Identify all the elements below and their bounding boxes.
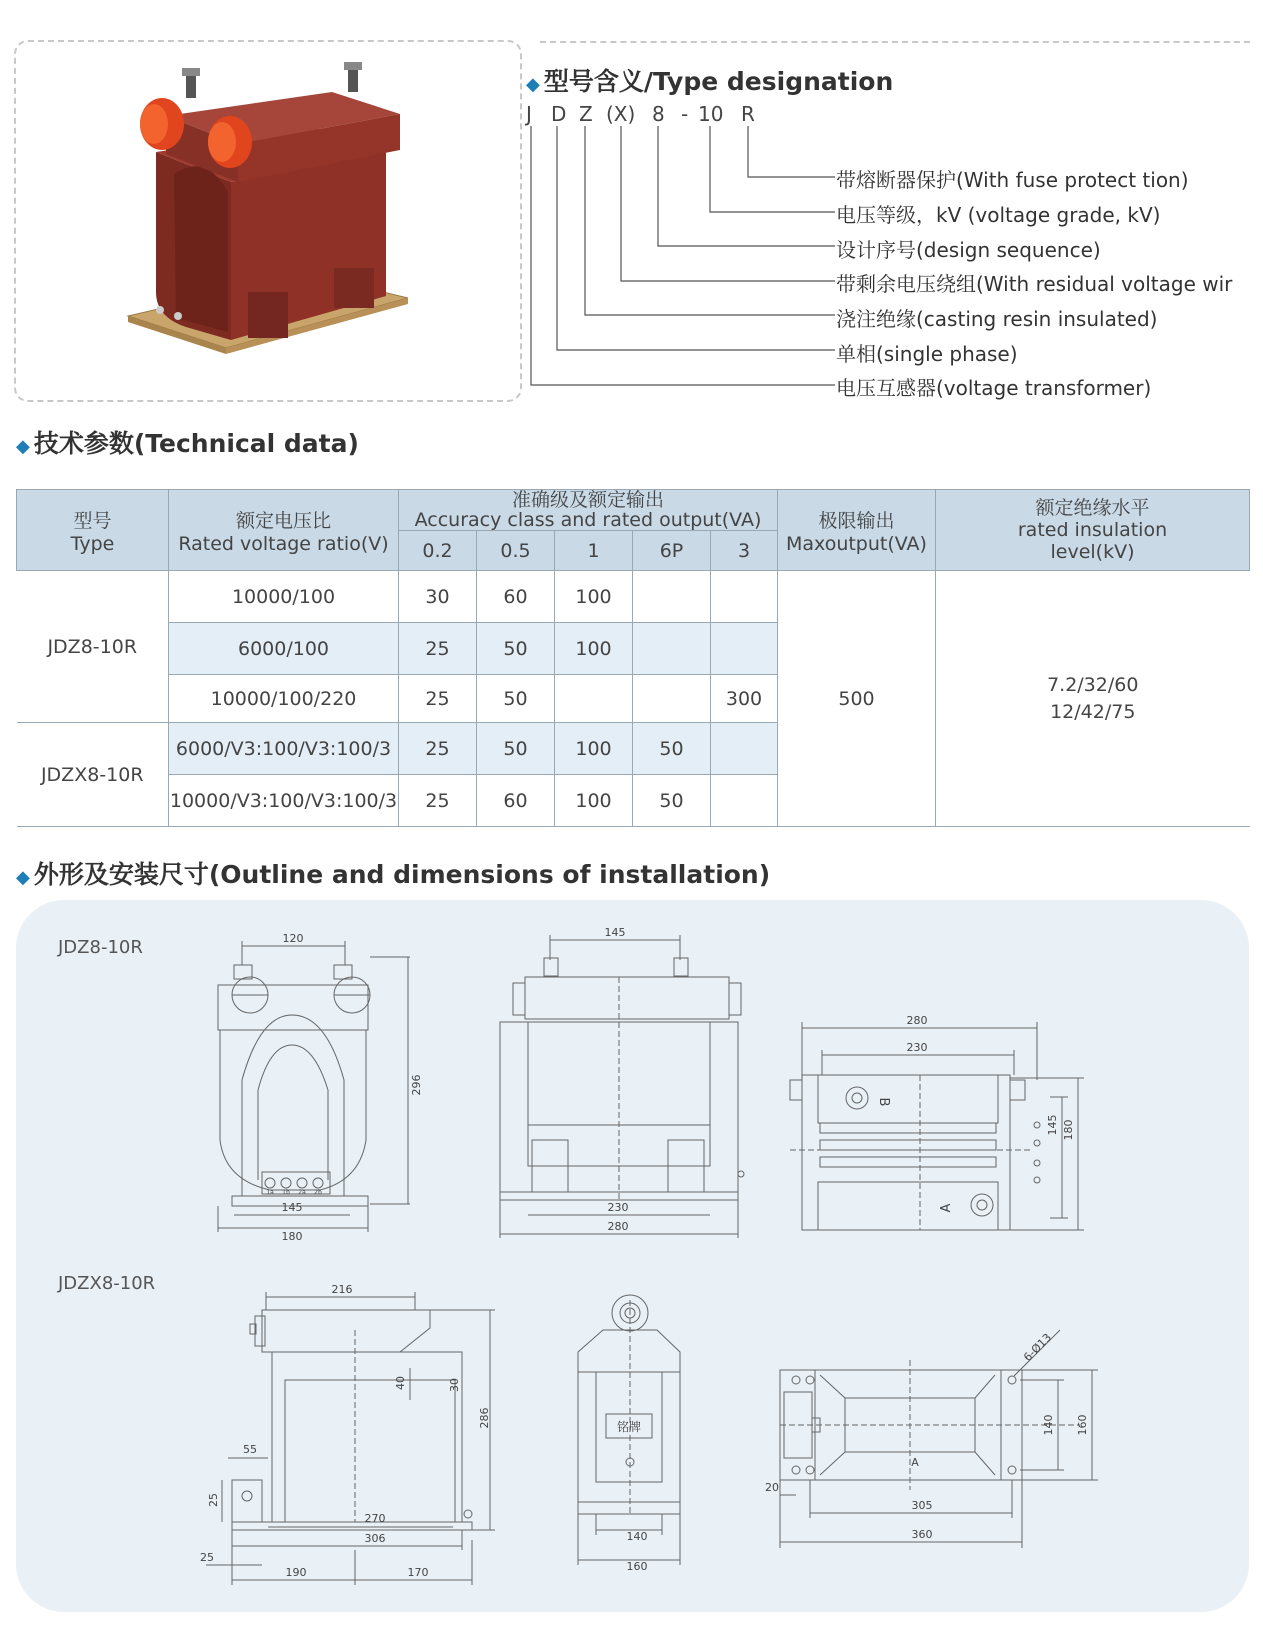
value-cell: 60 <box>477 775 555 827</box>
dim-296: 296 <box>410 1074 423 1096</box>
value-cell: 100 <box>555 723 633 775</box>
meaning-fuse: 带熔断器保护(With fuse protect tion) <box>836 168 1189 192</box>
diamond-icon: ◆ <box>16 867 30 888</box>
code-8: 8 <box>652 102 665 126</box>
dim-230a: 230 <box>607 1201 629 1214</box>
dim-140a: 140 <box>626 1530 648 1543</box>
meaning-design-sequence: 设计序号(design sequence) <box>836 238 1101 262</box>
header-max-output: 极限输出 Maxoutput(VA) <box>778 490 936 571</box>
dim-360: 360 <box>911 1528 933 1541</box>
value-cell: 100 <box>555 571 633 623</box>
value-cell: 300 <box>711 675 778 723</box>
mark-a2: A <box>911 1456 919 1469</box>
value-cell: 25 <box>399 775 477 827</box>
outline-heading: ◆ 外形及安装尺寸(Outline and dimensions of installation) <box>16 860 771 889</box>
value-cell: 100 <box>555 775 633 827</box>
header-insulation: 额定绝缘水平 rated insulation level(kV) <box>936 490 1250 571</box>
header-class-1: 1 <box>555 531 633 571</box>
header-type: 型号 Type <box>17 490 169 571</box>
diamond-icon: ◆ <box>526 74 540 95</box>
value-cell: 100 <box>555 623 633 675</box>
insulation-cell: 7.2/32/60 12/42/75 <box>936 571 1250 827</box>
value-cell: 25 <box>399 675 477 723</box>
dim-180a: 180 <box>281 1230 303 1243</box>
dim-180b: 180 <box>1062 1119 1075 1141</box>
dim-145a: 145 <box>281 1201 303 1214</box>
max-output-cell: 500 <box>778 571 936 827</box>
value-cell: 50 <box>477 623 555 675</box>
value-cell: 30 <box>399 571 477 623</box>
code-R: R <box>741 102 755 126</box>
value-cell: 50 <box>477 675 555 723</box>
header-accuracy: 准确级及额定输出 Accuracy class and rated output(VA) <box>399 490 778 531</box>
drawing-jdz8-top <box>790 1022 1084 1230</box>
dim-280b: 280 <box>906 1014 928 1027</box>
drawing-jdzx8-front <box>206 1292 495 1585</box>
value-cell: 50 <box>633 723 711 775</box>
technical-data-heading: ◆ 技术参数(Technical data) <box>16 429 359 458</box>
drawing-jdzx8-top <box>780 1330 1098 1548</box>
ratio-cell: 10000/100 <box>169 571 399 623</box>
mark-a: A <box>939 1203 954 1213</box>
label-jdzx8: JDZX8-10R <box>58 1273 156 1294</box>
code-D: D <box>551 102 567 126</box>
dim-6-d13: 6-Ø13 <box>1021 1331 1055 1365</box>
dim-280a: 280 <box>607 1220 629 1233</box>
dim-286: 286 <box>478 1407 491 1429</box>
code-dash: - <box>681 102 689 126</box>
drawing-jdz8-side <box>500 935 744 1238</box>
mark-b: B <box>876 1097 891 1107</box>
dim-160a: 160 <box>626 1560 648 1573</box>
header-class-0.5: 0.5 <box>477 531 555 571</box>
code-J: J <box>526 102 532 126</box>
dim-140b: 140 <box>1042 1414 1055 1436</box>
dim-270: 270 <box>364 1512 386 1525</box>
code-10: 10 <box>698 102 724 126</box>
dim-230b: 230 <box>906 1041 928 1054</box>
header-class-3: 3 <box>711 531 778 571</box>
dim-306: 306 <box>364 1532 386 1545</box>
dim-145c: 145 <box>1046 1114 1059 1136</box>
dim-120: 120 <box>282 932 304 945</box>
svg-text:2b: 2b <box>314 1189 322 1196</box>
model-cell: JDZX8-10R <box>17 723 169 827</box>
meaning-single-phase: 单相(single phase) <box>836 342 1018 366</box>
diamond-icon: ◆ <box>16 436 30 457</box>
svg-text:1a: 1a <box>266 1189 274 1196</box>
svg-text:1b: 1b <box>282 1189 290 1196</box>
meaning-casting-resin: 浇注绝缘(casting resin insulated) <box>836 307 1158 331</box>
dim-305: 305 <box>911 1499 933 1512</box>
ratio-cell: 10000/100/220 <box>169 675 399 723</box>
dim-55: 55 <box>243 1443 257 1456</box>
ratio-cell: 6000/V3:100/V3:100/3 <box>169 723 399 775</box>
model-cell: JDZ8-10R <box>17 571 169 723</box>
svg-text:2a: 2a <box>298 1189 306 1196</box>
dim-30: 30 <box>448 1378 461 1392</box>
code-Z: Z <box>579 102 593 126</box>
dim-190: 190 <box>285 1566 307 1579</box>
dim-40: 40 <box>394 1376 407 1390</box>
meaning-voltage-transformer: 电压互感器(voltage transformer) <box>836 376 1152 400</box>
header-class-0.2: 0.2 <box>399 531 477 571</box>
nameplate-text: 铭牌 <box>616 1420 642 1434</box>
dim-25a: 25 <box>207 1493 220 1507</box>
dim-170: 170 <box>407 1566 429 1579</box>
value-cell: 25 <box>399 623 477 675</box>
dim-20: 20 <box>765 1481 779 1494</box>
dim-160b: 160 <box>1076 1414 1089 1436</box>
dim-145b: 145 <box>604 926 626 939</box>
meaning-residual-winding: 带剩余电压绕组(With residual voltage wir <box>836 272 1233 296</box>
header-class-6P: 6P <box>633 531 711 571</box>
dim-25b: 25 <box>200 1551 214 1564</box>
ratio-cell: 10000/V3:100/V3:100/3 <box>169 775 399 827</box>
value-cell: 50 <box>477 723 555 775</box>
meaning-voltage-grade: 电压等级，kV (voltage grade, kV) <box>836 203 1161 227</box>
dim-216: 216 <box>331 1283 353 1296</box>
label-jdz8: JDZ8-10R <box>58 937 143 958</box>
code-X: (X) <box>606 102 636 126</box>
ratio-cell: 6000/100 <box>169 623 399 675</box>
value-cell: 25 <box>399 723 477 775</box>
header-ratio: 额定电压比 Rated voltage ratio(V) <box>169 490 399 571</box>
value-cell: 60 <box>477 571 555 623</box>
value-cell: 50 <box>633 775 711 827</box>
type-designation-heading: ◆ 型号含义/Type designation <box>526 67 894 96</box>
